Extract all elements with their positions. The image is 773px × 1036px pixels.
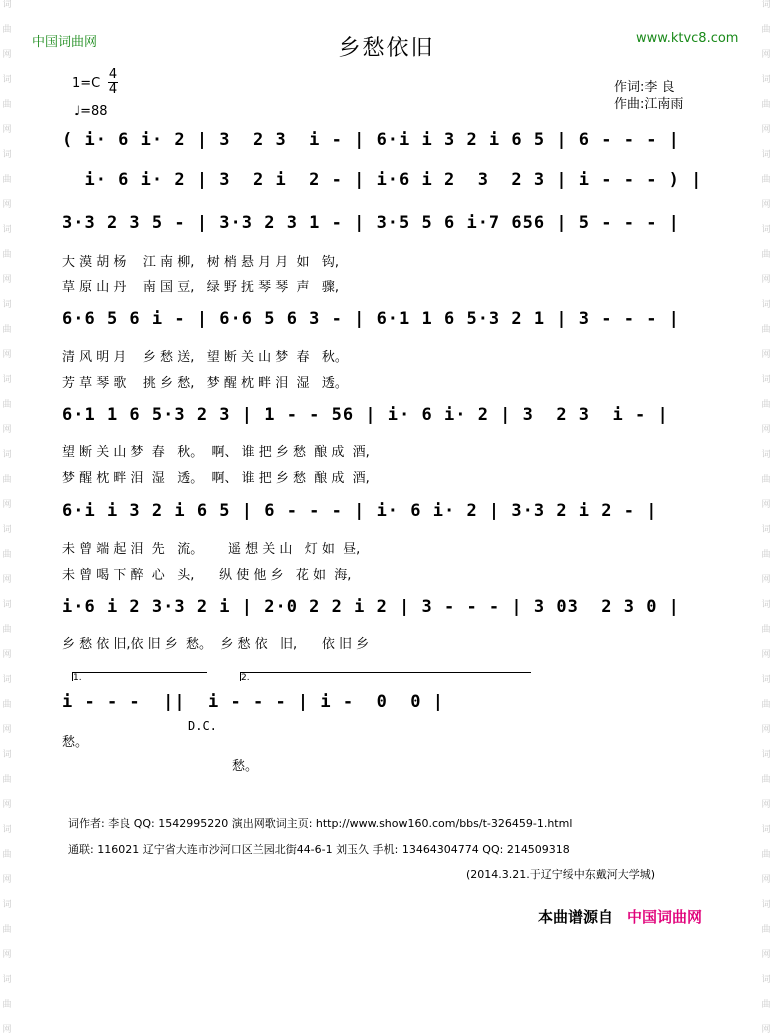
- score-row-5: [62, 405, 712, 445]
- watermark-char: 词: [761, 150, 771, 160]
- watermark-char: 词: [761, 75, 771, 85]
- lyric-line: 未 曾 喝 下 醉 心 头, 纵 使 他 乡 花 如 海,: [62, 568, 352, 583]
- watermark-char: 曲: [2, 625, 12, 635]
- watermark-char: 网: [2, 1025, 12, 1035]
- composer-credit: 作曲:江南雨: [614, 97, 684, 112]
- watermark-char: 网: [2, 50, 12, 60]
- lyric-line: 愁。: [232, 759, 259, 774]
- watermark-char: 网: [2, 650, 12, 660]
- watermark-char: 网: [761, 200, 771, 210]
- watermark-char: 网: [2, 425, 12, 435]
- watermark-right: [759, 0, 773, 1035]
- watermark-char: 网: [761, 350, 771, 360]
- watermark-char: 词: [761, 675, 771, 685]
- watermark-char: 词: [761, 825, 771, 835]
- watermark-char: 曲: [761, 925, 771, 935]
- lyric-line: 梦 醒 枕 畔 泪 湿 透。 啊、 谁 把 乡 愁 酿 成 酒,: [62, 471, 370, 486]
- watermark-char: 词: [2, 450, 12, 460]
- watermark-char: 网: [761, 650, 771, 660]
- watermark-char: 网: [761, 275, 771, 285]
- watermark-char: 曲: [761, 475, 771, 485]
- watermark-char: 曲: [2, 325, 12, 335]
- watermark-char: 词: [761, 975, 771, 985]
- watermark-char: 词: [2, 225, 12, 235]
- watermark-char: 网: [761, 875, 771, 885]
- watermark-char: 词: [2, 75, 12, 85]
- watermark-char: 词: [761, 900, 771, 910]
- watermark-char: 网: [761, 575, 771, 585]
- song-title: 乡愁依旧: [338, 36, 435, 61]
- source-label: 本曲谱源自: [538, 908, 614, 926]
- score-row-3: [62, 213, 712, 253]
- lyric-line: 清 风 明 月 乡 愁 送, 望 断 关 山 梦 春 秋。: [62, 350, 348, 365]
- watermark-char: 网: [2, 950, 12, 960]
- score-row-1: [62, 130, 712, 170]
- volta-1: [72, 672, 207, 681]
- watermark-char: 网: [2, 275, 12, 285]
- watermark-char: 曲: [761, 550, 771, 560]
- watermark-char: 词: [2, 525, 12, 535]
- lyric-line: 大 漠 胡 杨 江 南 柳, 树 梢 悬 月 月 如 钩,: [62, 255, 340, 270]
- lyric-line: 草 原 山 丹 南 国 豆, 绿 野 抚 琴 琴 声 骤,: [62, 280, 340, 295]
- watermark-char: 词: [761, 225, 771, 235]
- watermark-char: 网: [761, 950, 771, 960]
- site-logo-left[interactable]: 中国词曲网: [32, 35, 98, 50]
- watermark-char: 网: [2, 350, 12, 360]
- source-note: [538, 906, 702, 927]
- watermark-char: 词: [2, 0, 12, 10]
- notation: 6·1 1 6 5·3 2 3 | 1 - - 56 | i· 6 i· 2 | 3 2 3 i - |: [62, 405, 669, 425]
- watermark-char: 词: [2, 900, 12, 910]
- watermark-char: 曲: [761, 625, 771, 635]
- watermark-char: 曲: [761, 700, 771, 710]
- watermark-char: 词: [2, 150, 12, 160]
- score-row-4: [62, 309, 712, 349]
- watermark-char: 词: [2, 975, 12, 985]
- watermark-char: 词: [2, 300, 12, 310]
- source-site-link[interactable]: 中国词曲网: [627, 908, 703, 926]
- watermark-char: 网: [761, 125, 771, 135]
- time-numerator: 4: [108, 67, 118, 82]
- time-signature: [108, 68, 118, 97]
- time-denominator: 4: [108, 82, 118, 97]
- watermark-char: 词: [761, 300, 771, 310]
- watermark-char: 网: [2, 125, 12, 135]
- watermark-char: 曲: [2, 475, 12, 485]
- notation: ( i· 6 i· 2 | 3 2 3 i - | 6·i i 3 2 i 6 5 | 6 - - - |: [62, 130, 680, 150]
- watermark-char: 网: [2, 875, 12, 885]
- lyric-line: 望 断 关 山 梦 春 秋。 啊、 谁 把 乡 愁 酿 成 酒,: [62, 445, 370, 460]
- watermark-char: 词: [2, 600, 12, 610]
- watermark-char: 曲: [761, 100, 771, 110]
- watermark-char: 词: [761, 525, 771, 535]
- watermark-char: 曲: [761, 325, 771, 335]
- watermark-char: 词: [2, 825, 12, 835]
- watermark-char: 网: [2, 200, 12, 210]
- notation: i· 6 i· 2 | 3 2 i 2 - | i·6 i 2 3 2 3 | i - - - ) |: [62, 170, 703, 190]
- watermark-char: 曲: [761, 25, 771, 35]
- date-note: (2014.3.21.于辽宁绥中东戴河大学城): [466, 868, 656, 881]
- watermark-char: 曲: [2, 550, 12, 560]
- watermark-char: 曲: [2, 850, 12, 860]
- key-signature: 1=C: [72, 76, 101, 91]
- score-row-6: [62, 501, 712, 541]
- watermark-char: 曲: [2, 1000, 12, 1010]
- score-row-2: [62, 170, 712, 210]
- watermark-char: 网: [2, 575, 12, 585]
- watermark-char: 词: [2, 675, 12, 685]
- watermark-char: 词: [2, 375, 12, 385]
- lyric-line: 芳 草 琴 歌 挑 乡 愁, 梦 醒 枕 畔 泪 湿 透。: [62, 376, 348, 391]
- watermark-char: 词: [761, 750, 771, 760]
- notation: i - - - || i - - - | i - 0 0 |: [62, 692, 444, 712]
- watermark-left: [0, 0, 14, 1035]
- lyricist-credit: 作词:李 良: [614, 80, 675, 95]
- watermark-char: 网: [761, 500, 771, 510]
- tempo-mark: ♩=88: [74, 104, 108, 119]
- author-info: 词作者: 李良 QQ: 1542995220 演出网歌词主页: http://www.show160.com/bbs/t-326459-1.html: [68, 817, 573, 830]
- site-url[interactable]: www.ktvc8.com: [636, 31, 739, 46]
- watermark-char: 曲: [761, 175, 771, 185]
- watermark-char: 词: [761, 450, 771, 460]
- watermark-char: 词: [761, 375, 771, 385]
- volta-label: 2.: [241, 673, 250, 683]
- score-row-8: [62, 692, 712, 732]
- notation: 6·i i 3 2 i 6 5 | 6 - - - | i· 6 i· 2 | 3·3 2 i 2 - |: [62, 501, 658, 521]
- notation: i·6 i 2 3·3 2 i | 2·0 2 2 i 2 | 3 - - - | 3 03 2 3 0 |: [62, 597, 680, 617]
- watermark-char: 网: [761, 725, 771, 735]
- lyric-line: 未 曾 端 起 泪 先 流。 遥 想 关 山 灯 如 昼,: [62, 542, 361, 557]
- watermark-char: 曲: [2, 700, 12, 710]
- watermark-char: 曲: [2, 400, 12, 410]
- watermark-char: 曲: [761, 1000, 771, 1010]
- watermark-char: 网: [761, 1025, 771, 1035]
- watermark-char: 曲: [2, 25, 12, 35]
- watermark-char: 网: [2, 800, 12, 810]
- watermark-char: 网: [761, 50, 771, 60]
- watermark-char: 曲: [761, 775, 771, 785]
- watermark-char: 曲: [761, 400, 771, 410]
- watermark-char: 曲: [2, 775, 12, 785]
- notation: 3·3 2 3 5 - | 3·3 2 3 1 - | 3·5 5 6 i·7 656 | 5 - - - |: [62, 213, 680, 233]
- watermark-char: 曲: [2, 175, 12, 185]
- watermark-char: 曲: [2, 250, 12, 260]
- volta-2: [240, 672, 531, 681]
- watermark-char: 网: [2, 500, 12, 510]
- watermark-char: 曲: [2, 100, 12, 110]
- da-capo-mark: D.C.: [188, 719, 217, 733]
- watermark-char: 词: [2, 750, 12, 760]
- watermark-char: 曲: [761, 250, 771, 260]
- lyric-line: 愁。: [62, 735, 89, 750]
- watermark-char: 网: [761, 800, 771, 810]
- notation: 6·6 5 6 i - | 6·6 5 6 3 - | 6·1 1 6 5·3 2 1 | 3 - - - |: [62, 309, 680, 329]
- lyric-line: 乡 愁 依 旧,依 旧 乡 愁。 乡 愁 依 旧, 依 旧 乡: [62, 637, 370, 652]
- watermark-char: 词: [761, 0, 771, 10]
- watermark-char: 词: [761, 600, 771, 610]
- watermark-char: 曲: [2, 925, 12, 935]
- watermark-char: 网: [761, 425, 771, 435]
- score-row-7: [62, 597, 712, 637]
- watermark-char: 网: [2, 725, 12, 735]
- contact-info: 通联: 116021 辽宁省大连市沙河口区兰园北街44-6-1 刘玉久 手机: 13464304774 QQ: 214509318: [68, 843, 570, 856]
- volta-label: 1.: [73, 673, 82, 683]
- watermark-char: 曲: [761, 850, 771, 860]
